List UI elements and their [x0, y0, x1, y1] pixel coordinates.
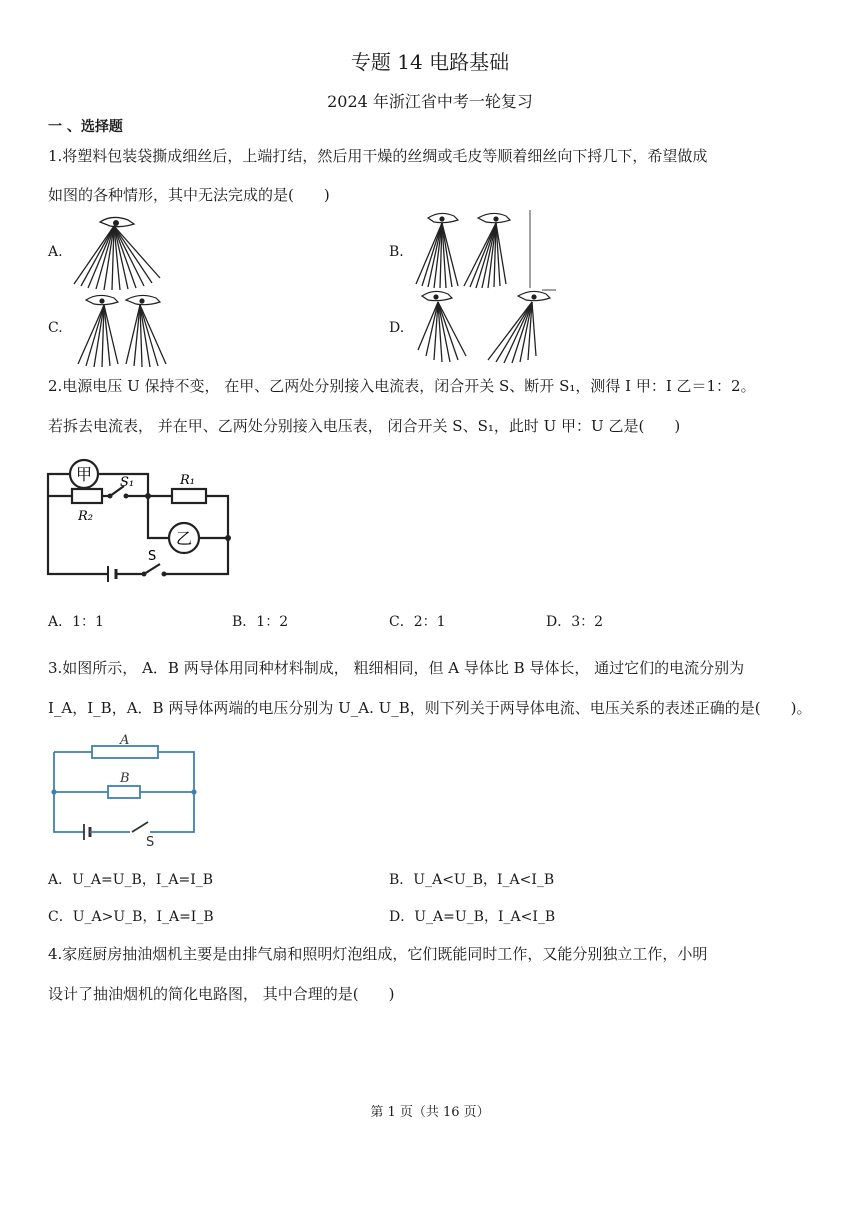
q3-option-b: B．U_A<U_B，I_A<I_B — [389, 872, 555, 888]
r2-label: R₂ — [78, 509, 93, 524]
r1-label: R₁ — [180, 473, 195, 488]
q2-circuit-diagram — [44, 456, 244, 582]
q3-option-c: C．U_A>U_B，I_A=I_B — [48, 909, 214, 925]
resistor-r1 — [172, 489, 206, 503]
q1-figure-b — [414, 210, 532, 290]
q4-line2: 设计了抽油烟机的简化电路图， 其中合理的是( ) — [48, 985, 395, 1003]
section-heading: 一 、选择题 — [48, 119, 123, 135]
q1-figure-a — [72, 212, 164, 292]
page-subtitle: 2024 年浙江省中考一轮复习 — [327, 92, 533, 111]
q3-option-a: A．U_A=U_B，I_A=I_B — [48, 872, 214, 888]
q3-line2: I_A，I_B，A．B 两导体两端的电压分别为 U_A. U_B，则下列关于两导体电流、电压关系的表述正确的是( )。 — [48, 699, 812, 717]
q1-line2: 如图的各种情形，其中无法完成的是( ) — [48, 186, 330, 204]
q1-option-a-label: A. — [48, 244, 63, 260]
q3-option-d: D．U_A=U_B，I_A<I_B — [389, 909, 556, 925]
jia-label: 甲 — [75, 465, 93, 484]
q2-option-a: A．1：1 — [48, 614, 104, 630]
yi-label: 乙 — [175, 529, 193, 548]
conductor-b — [108, 786, 140, 798]
q1-option-b-label: B. — [389, 244, 404, 260]
s1-label: S₁ — [120, 475, 135, 490]
q2-option-c: C．2：1 — [389, 614, 446, 630]
q2-option-b: B．1：2 — [232, 614, 289, 630]
q2-option-d: D．3：2 — [546, 614, 604, 630]
q2-line2: 若拆去电流表， 并在甲、乙两处分别接入电压表， 闭合开关 S、S₁，此时 U 甲：U 乙是( ) — [48, 417, 681, 435]
q1-option-d-label: D. — [389, 320, 405, 336]
q3-line1: 3.如图所示， A．B 两导体用同种材料制成， 粗细相同，但 A 导体比 B 导体长， 通过它们的电流分别为 — [48, 659, 745, 677]
page-footer: 第 1 页（共 16 页） — [370, 1105, 490, 1120]
q4-line1: 4.家庭厨房抽油烟机主要是由排气扇和照明灯泡组成，它们既能同时工作，又能分别独立工作，小明 — [48, 945, 708, 963]
q2-line1: 2.电源电压 U 保持不变， 在甲、乙两处分别接入电流表，闭合开关 S、断开 S₁，测得 I 甲：I 乙＝1：2。 — [48, 377, 756, 395]
q1-line1: 1.将塑料包装袋撕成细丝后，上端打结，然后用干燥的丝绸或毛皮等顺着细丝向下捋几下，希望做成 — [48, 147, 708, 165]
page-title: 专题 14 电路基础 — [350, 50, 510, 74]
s-label: S — [148, 549, 157, 564]
q1-figure-d — [414, 290, 556, 366]
switch-s-label: S — [146, 835, 155, 850]
conductor-a-label: A — [120, 733, 130, 748]
q3-circuit-diagram — [50, 733, 200, 850]
resistor-r2 — [72, 489, 102, 503]
q1-option-c-label: C. — [48, 320, 63, 336]
conductor-b-label: B — [120, 771, 130, 786]
q1-figure-c — [72, 290, 176, 368]
